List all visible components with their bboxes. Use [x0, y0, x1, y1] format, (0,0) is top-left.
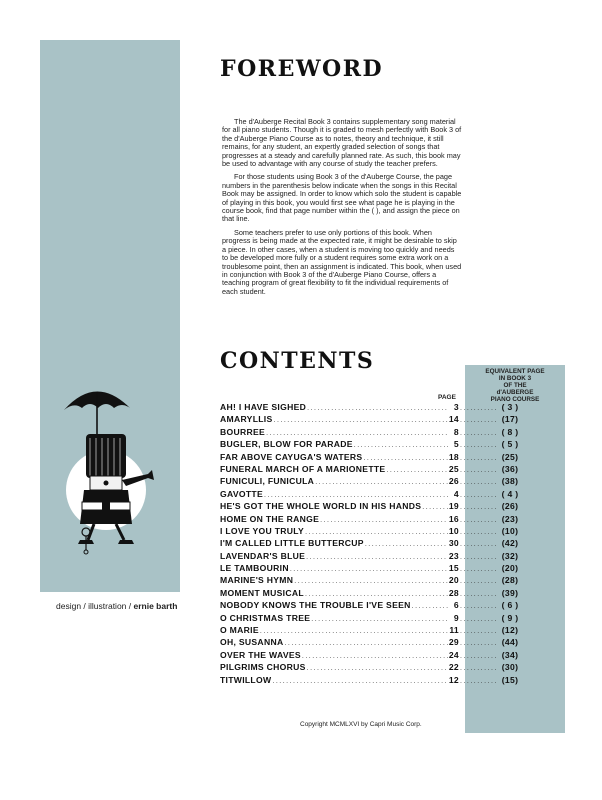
page-number: 23: [448, 550, 459, 561]
dot-leader: [320, 517, 448, 524]
foreword-paragraph: Some teachers prefer to use only portions of this book. When progress is being made at the expected rate, it might be desirable to skip a piece. In other cases, when a student is moving too quickly and needs to be developed more fully or a student requires some extra work on a troublesome point, then an assignment is indicated. This book, when used in conjunction with Book 3 of the d'Auberge Piano Course, offers a teaching program of great flexibility to fit the individual requirements of each student.: [222, 227, 462, 296]
dot-leader: [460, 566, 498, 573]
page-number: 10: [448, 525, 459, 536]
equivalent-page: (30): [501, 662, 519, 673]
equivalent-page: (44): [501, 637, 519, 648]
dot-leader: [272, 678, 447, 685]
equivalent-page: (34): [501, 649, 519, 660]
page-column-header: PAGE: [438, 394, 456, 401]
equiv-header-line: IN BOOK 3: [498, 375, 532, 382]
dot-leader: [294, 578, 448, 585]
song-title: MOMENT MUSICAL: [220, 587, 304, 598]
page-number: 22: [448, 662, 459, 673]
contents-row: [220, 575, 522, 587]
dot-leader: [365, 541, 448, 548]
equivalent-page: (36): [501, 463, 519, 474]
dot-leader: [354, 442, 448, 449]
song-title: MARINE'S HYMN: [220, 575, 294, 586]
equivalent-page: (32): [501, 550, 519, 561]
dot-leader: [460, 430, 498, 437]
page-number: 15: [448, 563, 459, 574]
dot-leader: [460, 628, 498, 635]
dot-leader: [460, 405, 498, 412]
page-number: 19: [448, 501, 459, 512]
song-title: FUNERAL MARCH OF A MARIONETTE: [220, 463, 386, 474]
dot-leader: [460, 541, 498, 548]
song-title: I LOVE YOU TRULY: [220, 525, 305, 536]
dot-leader: [412, 603, 448, 610]
contents-list: [220, 402, 522, 687]
dot-leader: [422, 504, 448, 511]
dot-leader: [307, 405, 448, 412]
page-number: 24: [448, 649, 459, 660]
contents-row: [220, 526, 522, 538]
song-title: AH! I HAVE SIGHED: [220, 402, 307, 412]
dot-leader: [460, 479, 498, 486]
page-number: 14: [448, 414, 459, 425]
song-title: GAVOTTE: [220, 488, 263, 499]
song-title: PILGRIMS CHORUS: [220, 662, 306, 673]
equivalent-page: ( 3 ): [501, 402, 519, 412]
contents-row: [220, 476, 522, 488]
dot-leader: [307, 665, 448, 672]
song-title: NOBODY KNOWS THE TROUBLE I'VE SEEN: [220, 600, 411, 611]
dot-leader: [460, 591, 498, 598]
foreword-body: [222, 118, 462, 301]
equivalent-page: ( 9 ): [501, 612, 519, 623]
song-title: OH, SUSANNA: [220, 637, 284, 648]
dot-leader: [460, 417, 498, 424]
contents-row: [220, 613, 522, 625]
dot-leader: [260, 628, 448, 635]
song-title: AMARYLLIS: [220, 414, 273, 425]
copyright-notice: Copyright MCMLXVI by Capri Music Corp.: [300, 721, 422, 728]
song-title: I'M CALLED LITTLE BUTTERCUP: [220, 538, 364, 549]
equivalent-page: ( 5 ): [501, 439, 519, 450]
equivalent-page: (23): [501, 513, 519, 524]
contents-row: [220, 637, 522, 649]
page-number: 12: [448, 674, 459, 685]
equivalent-page: (12): [501, 625, 519, 636]
equivalent-page: (15): [501, 674, 519, 685]
dot-leader: [460, 640, 498, 647]
dot-leader: [460, 467, 498, 474]
contents-row: [220, 538, 522, 550]
song-title: BUGLER, BLOW FOR PARADE: [220, 439, 353, 450]
equivalent-page: ( 4 ): [501, 488, 519, 499]
equivalent-page: ( 6 ): [501, 600, 519, 611]
contents-row: [220, 414, 522, 426]
dot-leader: [290, 566, 448, 573]
page-number: 28: [448, 587, 459, 598]
dot-leader: [305, 529, 448, 536]
contents-row: [220, 563, 522, 575]
dot-leader: [460, 578, 498, 585]
song-title: O MARIE: [220, 625, 259, 636]
contents-row: [220, 650, 522, 662]
contents-row: [220, 464, 522, 476]
contents-row: [220, 489, 522, 501]
credit-prefix: design / illustration /: [56, 601, 134, 611]
page-number: 4: [453, 488, 459, 499]
dot-leader: [306, 554, 448, 561]
page-number: 11: [449, 625, 459, 636]
foreword-paragraph: The d'Auberge Recital Book 3 contains supplementary song material for all piano students. Though it is graded to mesh perfectly with Book 3 of the d'Auberge Piano Course as to notes, theory and technique, it still remains, for any student, an expertly graded selection of songs that progresses at a steady and carefully planned rate. As such, this book may be used to advantage with any course of study the teacher prefers.: [222, 117, 462, 169]
dot-leader: [266, 430, 448, 437]
equivalent-page: (39): [501, 587, 519, 598]
credit-name: ernie barth: [133, 601, 178, 611]
equivalent-page: (20): [501, 563, 519, 574]
page-number: 9: [453, 612, 459, 623]
page-number: 26: [448, 476, 459, 487]
dot-leader: [460, 554, 498, 561]
contents-row: [220, 501, 522, 513]
contents-row: [220, 588, 522, 600]
illustration-credit: [56, 601, 177, 611]
contents-row: [220, 675, 522, 687]
song-title: LAVENDAR'S BLUE: [220, 550, 306, 561]
foreword-paragraph: For those students using Book 3 of the d'Auberge Course, the page numbers in the parenthesis below indicate when the songs in this Recital Book may be assigned. In order to know which solo the student is capable of playing in this book, you would first see what page he is playing in the course book, find that page number within the ( ), and assign the piece on that line.: [222, 172, 462, 224]
dot-leader: [460, 616, 498, 623]
contents-row: [220, 551, 522, 563]
dot-leader: [460, 678, 498, 685]
contents-row: [220, 514, 522, 526]
equiv-header-line: d'AUBERGE: [496, 389, 534, 396]
dot-leader: [460, 517, 498, 524]
dot-leader: [274, 417, 448, 424]
equivalent-page: (38): [501, 476, 519, 487]
dot-leader: [460, 504, 498, 511]
song-title: FAR ABOVE CAYUGA'S WATERS: [220, 451, 363, 462]
page-number: 20: [448, 575, 459, 586]
equiv-header-line: EQUIVALENT PAGE: [485, 368, 545, 375]
page-number: 5: [453, 439, 459, 450]
equivalent-page: ( 8 ): [501, 426, 519, 437]
dot-leader: [460, 653, 498, 660]
page-number: 3: [453, 402, 459, 412]
equivalent-page: (10): [501, 525, 519, 536]
page-number: 29: [448, 637, 459, 648]
page-number: 18: [448, 451, 459, 462]
contents-row: [220, 427, 522, 439]
contents-row: [220, 662, 522, 674]
equivalent-page: (25): [501, 451, 519, 462]
page-number: 6: [453, 600, 459, 611]
song-title: HOME ON THE RANGE: [220, 513, 320, 524]
dot-leader: [460, 492, 498, 499]
foreword-title: FOREWORD: [220, 56, 384, 82]
dot-leader: [460, 455, 498, 462]
equivalent-page: (17): [501, 414, 519, 425]
dot-leader: [386, 467, 447, 474]
dot-leader: [363, 455, 447, 462]
song-title: LE TAMBOURIN: [220, 563, 289, 574]
dot-leader: [284, 640, 447, 647]
dot-leader: [305, 591, 448, 598]
song-title: TITWILLOW: [220, 674, 272, 685]
equiv-header-line: OF THE: [503, 382, 527, 389]
dot-leader: [460, 603, 498, 610]
contents-title: CONTENTS: [220, 348, 375, 374]
dot-leader: [264, 492, 448, 499]
equivalent-page: (26): [501, 501, 519, 512]
dot-leader: [460, 529, 498, 536]
song-title: HE'S GOT THE WHOLE WORLD IN HIS HANDS: [220, 501, 422, 512]
dot-leader: [460, 665, 498, 672]
song-title: FUNICULI, FUNICULA: [220, 476, 315, 487]
song-title: BOURREE: [220, 426, 266, 437]
contents-row: [220, 600, 522, 612]
contents-row: [220, 625, 522, 637]
page-number: 16: [448, 513, 459, 524]
dot-leader: [302, 653, 448, 660]
dot-leader: [311, 616, 448, 623]
page-number: 30: [448, 538, 459, 549]
page-number: 25: [448, 463, 459, 474]
contents-row: [220, 402, 522, 414]
equiv-header-line: PIANO COURSE: [490, 396, 540, 403]
drummer-illustration: [56, 378, 166, 558]
equivalent-page: (42): [501, 538, 519, 549]
dot-leader: [315, 479, 448, 486]
song-title: OVER THE WAVES: [220, 649, 301, 660]
song-title: O CHRISTMAS TREE: [220, 612, 311, 623]
equivalent-page: (28): [501, 575, 519, 586]
dot-leader: [460, 442, 498, 449]
page-number: 8: [453, 426, 459, 437]
contents-row: [220, 452, 522, 464]
contents-row: [220, 439, 522, 451]
equivalent-page-header: [466, 368, 564, 403]
